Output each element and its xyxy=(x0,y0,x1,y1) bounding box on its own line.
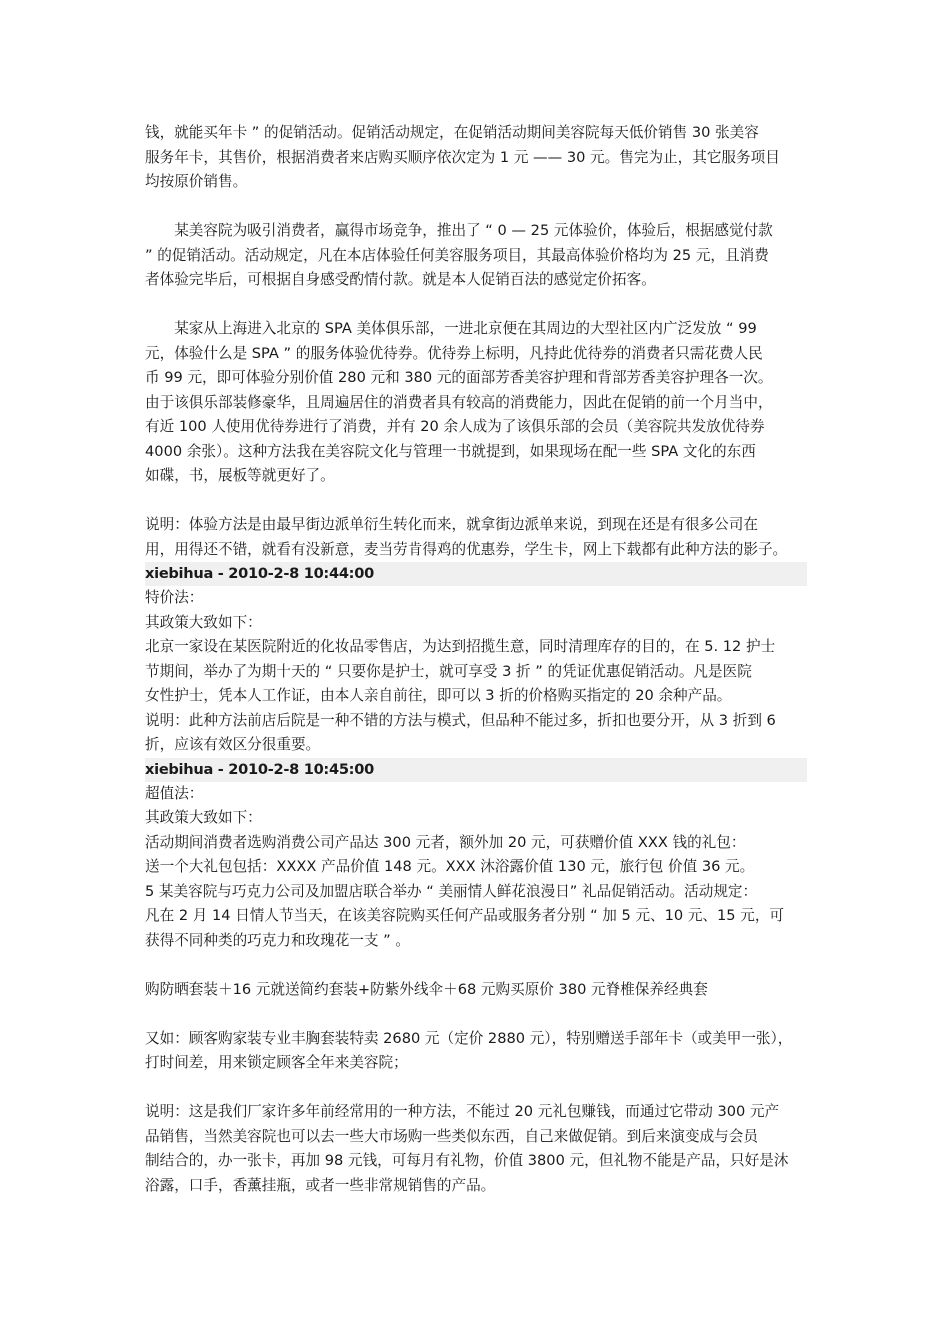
text-line: 其政策大致如下： xyxy=(145,613,262,631)
paragraph-explanation-gift-pack xyxy=(145,1100,810,1198)
paragraph-annual-card xyxy=(145,121,810,195)
text-line: 女性护士，凭本人工作证，由本人亲自前往，即可以 3 折的价格购买指定的 20 余种产品。 xyxy=(145,687,732,704)
document-body xyxy=(145,121,810,1198)
text-line: 北京一家设在某医院附近的化妆品零售店，为达到招揽生意，同时清理库存的目的，在 5. 12 护士 xyxy=(145,638,776,655)
text-line: 折，应该有效区分很重要。 xyxy=(145,736,321,753)
text-line: 由于该俱乐部装修豪华，且周遍居住的消费者具有较高的消费能力，因此在促销的前一个月当中， xyxy=(145,393,773,411)
text-line: 制结合的，办一张卡，再加 98 元钱，可每月有礼物，价值 3800 元，但礼物不能是产品，只好是沐 xyxy=(145,1152,789,1169)
text-line: 获得不同种类的巧克力和玫瑰花一支 ” 。 xyxy=(145,931,410,949)
text-line: 送一个大礼包包括：XXXX 产品价值 148 元。XXX 沐浴露价值 130 元，旅行包 价值 36 元。 xyxy=(145,858,755,875)
text-line: 品销售，当然美容院也可以去一些大市场购一些类似东西，自己来做促销。到后来演变成与会员 xyxy=(145,1127,758,1145)
text-line: 服务年卡，其售价，根据消费者来店购买顺序依次定为 1 元 —— 30 元。售完为止，其它服务项目 xyxy=(145,148,780,166)
post-header: xiebihua - 2010-2-8 10:45:00 xyxy=(145,758,807,782)
text-line: 特价法： xyxy=(145,589,204,606)
paragraph-experience-price xyxy=(145,219,810,293)
paragraph-sunscreen-offer xyxy=(145,978,810,1003)
text-line: 凡在 2 月 14 日情人节当天，在该美容院购买任何产品或服务者分别 “ 加 5 元、10 元、15 元，可 xyxy=(145,907,785,924)
paragraph-explanation-flyers xyxy=(145,513,810,562)
text-line: 5 某美容院与巧克力公司及加盟店联合举办 “ 美丽情人鲜花浪漫日” 礼品促销活动。活动规定： xyxy=(145,882,758,900)
text-line: 浴露，口手，香薰挂瓶，或者一些非常规销售的产品。 xyxy=(145,1176,496,1194)
text-line: 币 99 元，即可体验分别价值 280 元和 380 元的面部芳香美容护理和背部芳香美容护理各一次。 xyxy=(145,369,773,386)
text-line: 元，体验什么是 SPA ” 的服务体验优待券。优待券上标明，凡持此优待券的消费者只需花费人民 xyxy=(145,344,763,362)
text-line: 说明：这是我们厂家许多年前经常用的一种方法，不能过 20 元礼包赚钱，而通过它带动 300 元产 xyxy=(145,1103,780,1120)
text-line: 某家从上海进入北京的 SPA 美体俱乐部，一进北京便在其周边的大型社区内广泛发放 “ 99 xyxy=(145,320,757,337)
text-line: 打时间差，用来锁定顾客全年来美容院； xyxy=(145,1054,408,1071)
text-line: 购防晒套装＋16 元就送简约套装+防紫外线伞＋68 元购买原价 380 元脊椎保养经典套 xyxy=(145,980,708,998)
text-line: 均按原价销售。 xyxy=(145,173,248,190)
post-body-special-price xyxy=(145,586,810,758)
text-line: 4000 余张）。这种方法我在美容院文化与管理一书就提到，如果现场在配一些 SPA 文化的东西 xyxy=(145,442,756,460)
text-line: 钱，就能买年卡 ” 的促销活动。促销活动规定，在促销活动期间美容院每天低价销售 30 张美容 xyxy=(145,124,759,141)
text-line: 说明：体验方法是由最早街边派单衍生转化而来，就拿街边派单来说，到现在还是有很多公司在 xyxy=(145,516,758,533)
post-header: xiebihua - 2010-2-8 10:44:00 xyxy=(145,562,807,586)
paragraph-spa-club xyxy=(145,317,810,489)
text-line: ” 的促销活动。活动规定，凡在本店体验任何美容服务项目，其最高体验价格均为 25 元，且消费 xyxy=(145,246,769,264)
text-line: 用，用得还不错，就看有没新意，麦当劳肯得鸡的优惠券，学生卡，网上下载都有此种方法的影子。 xyxy=(145,540,788,558)
text-line: 如碟，书，展板等就更好了。 xyxy=(145,467,335,484)
text-line: 超值法： xyxy=(145,784,204,802)
post-body-value-offer xyxy=(145,782,810,954)
text-line: 其政策大致如下： xyxy=(145,809,262,826)
text-line: 又如：顾客购家装专业丰胸套装特卖 2680 元（定价 2880 元），特别赠送手部年卡（或美甲一张）， xyxy=(145,1029,793,1047)
text-line: 活动期间消费者选购消费公司产品达 300 元者，额外加 20 元，可获赠价值 XXX 钱的礼包： xyxy=(145,833,746,851)
text-line: 节期间，举办了为期十天的 “ 只要你是护士，就可享受 3 折 ” 的凭证优惠促销活动。凡是医院 xyxy=(145,662,752,680)
text-line: 者体验完毕后，可根据自身感受酌情付款。就是本人促销百法的感觉定价拓客。 xyxy=(145,271,656,288)
text-line: 有近 100 人使用优待券进行了消费，并有 20 余人成为了该俱乐部的会员（美容院共发放优待券 xyxy=(145,418,765,435)
paragraph-body-kit-offer xyxy=(145,1027,810,1076)
text-line: 说明：此种方法前店后院是一种不错的方法与模式，但品种不能过多，折扣也要分开，从 3 折到 6 xyxy=(145,711,776,729)
text-line: 某美容院为吸引消费者，赢得市场竞争，推出了 “ 0 — 25 元体验价，体验后，根据感觉付款 xyxy=(145,222,773,239)
